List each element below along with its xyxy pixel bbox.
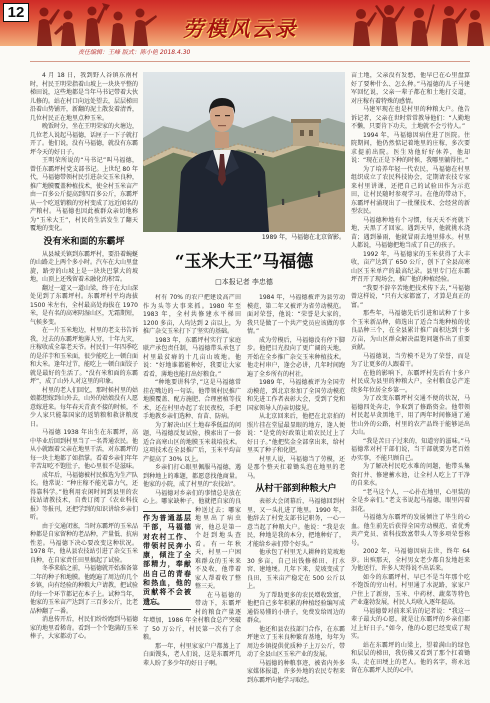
article-paragraph: 从县城关镇到东霸坪村，要沿着蜿蜒的山路走上两个多小时。汽车在大山里盘旋，路旁的山坡上是一块块巴掌大的坡地，山顶上还残留着未融化的积雪。 [30,250,138,283]
page-number: 12 [3,3,29,22]
article-paragraph: 为了改变东霸坪村交通不便的状况，马福德四处奔走，争取到了修路资金。他带领村民起早贪黑地干，用了两年时间修通了通往山外的公路，村里的农产品终于能够运出大山。 [351,395,470,436]
article-paragraph: 由于交通闭塞，当时东霸坪的玉米品种都是自家留种的老品种，产量低、抗病性差。马福德下决心要改变这种状况。1978 年，他从县农技站引进了杂交玉米良种，在自家责任田里搞起了试验。 [30,522,138,564]
article-paragraph: 成为劳模后，马福德没有停下脚步。他把目光投向了更广阔的天地，开始在全乡推广杂交玉米种植技术。他走村串户，逢会必讲，几年时间跑遍了全乡所有的村社。 [247,336,345,378]
article-column-3 [247,294,345,700]
article-paragraph: 马福德对乡亲们的事情总是放在心上。哪家缺种子，他就把自家的良种送过去；哪家地里出了病虫害，他总是第一个赶到地头查看。有一年秋天，村里一户困难群众的玉米来不及收，他带着家人帮着收了整整三天。 [143,489,241,590]
article-paragraph: 在马福德的带动下，东霸坪村的粮食产量逐年增加，1986 年全村粮食总产突破了 50 万公斤，村民第一次有了余粮。 [143,591,241,641]
subheading: 从村干部到种粮大户 [255,484,337,494]
article-paragraph: “我要不辞辛苦地把技术传下去，”马福德曾这样说，“只有大家都富了，才算是真正的富。” [351,284,470,309]
article-paragraph: 1983 年，东霸坪村实行了家庭联产承包责任制，马福德带头承包了村里最贫瘠的十几亩山坡地。他说：“好地谁都能种好，我要让大家看看，薄地也能打出好粮食。” [143,336,241,378]
article-paragraph: 马福德种地有个习惯，每天天不亮就下地，天黑了才回家。遇到天旱，他就挑水浇苗；遇到暴雨，他就冒雨去地里排水。村里人都说，马福德把地当成了自己的孩子。 [351,216,470,249]
article-paragraph: 成年后，马福德被村民推选为生产队长。他常说：“种庄稼不能光靠力气，还得靠科学。”他利用农闲时间到县里的农技站请教技术，自费订阅了《农业科技报》等报刊，还把学到的知识讲给乡亲们听。 [30,471,138,521]
article-paragraph: 2002 年，马福德因病去世，终年 64 岁。出殡那天，全村男女老少都自发地赶来为他送行，许多人哭得说不出话来。 [351,548,470,572]
photo-caption: 1989 年，马福德在北京留影。 [261,234,345,241]
article-paragraph: 晚饭时分，坐在王明荣家的火塘边，几位老人说起马福德，话匣子一下子就打开了。他们说，没有马福德，就没有东霸坪今天的好日子。 [30,123,138,156]
article-paragraph: 为了解决村民吃水难的问题，他带头集资打井、修建蓄水池，让全村人吃上了干净的自来水。 [351,463,470,487]
headline: “玉米大王”马福德 [174,252,314,272]
byline: □本报记者 李忠德 [215,278,273,286]
article-paragraph: 为了解决山区土地春季低温的问题，马福德反复试验，摸索出了一套适合高寒山区的地膜玉米栽培技术。这项技术在全县推广后，玉米平均亩产提高了 30% 以上。 [143,421,241,463]
article-paragraph: 那些年，马福德先后引进和试种了十多个玉米新品种，筛选出了适合当地种植的优良品种三个，在全县累计推广面积达到十多万亩，为山区群众解决温饱问题作出了重要贡献。 [351,310,470,351]
article-paragraph: 马福德说，当劳模不是为了荣誉，而是为了让更多的人跟着干。 [351,352,470,368]
article-paragraph: 为了培养年轻一代农民，马福德在村里组织成立了农民科技协会，定期请农技专家来村里讲课，还把自己的试验田作为示范田，让村民随时参观学习。在他的带动下，东霸坪村涌现出了一批懂技术、会经营的新型农民。 [351,165,470,215]
editor-credits: 责任编辑：王峰 版式：陈小艳 2018.4.30 [78,49,191,56]
article-paragraph: 1994 年，马福德因病住进了医院。住院期间，他仍然惦记着地里的庄稼，多次要求提前出院。医生劝他好好休养，他却说：“现在正是下种的时候，我哪里躺得住。” [351,131,470,164]
article-paragraph: 在一片玉米地边，村里的老支书告诉我，过去的东霸坪地薄人穷，十年九灾，庄稼收成全靠老天爷。村民们一年四季吃的是洋芋和玉米面，很少能吃上一顿白面和大米。逢年过节，能吃上一顿白面饺子就是最好的生活了。“没有米和面的东霸坪”，成了山外人对这里的印象。 [30,327,138,385]
article-paragraph: 村有 70% 的农户把建设高产田作为头等大事来抓。1980 年至 1983 年，全村共修建水平梯田 1200 多亩，人均达到 2 亩以上，为推广杂交玉米打下了坚实的基础。 [143,294,241,335]
article-paragraph: 消息传开后，村民们纷纷跑到马福德家的地里看稀奇。看到一个个饱满的玉米棒子，大家都动了心。 [30,616,138,640]
article-paragraph: 如今的东霸坪村，早已不是当年那个吃不饱饭的穷山村。村里通了水泥路，家家户户住上了新房，玉米、中药材、蔬菜等特色产业蓬勃发展，村民人均收入逐年提高。 [351,573,470,606]
article-paragraph: 从北京回来后，他把在北京拍的照片挂在堂屋最显眼的地方，逢人便说：“是党的好政策让咱农民过上了好日子。”他把奖金全部拿出来，给村里买了种子和化肥。 [247,413,345,454]
article-paragraph: 1984 年，马福德被评为县劳动模范，第二年又被评为省劳动模范。面对荣誉，他说：“荣誉是大家的，我只是做了一个共产党员应该做的事情。” [247,294,345,335]
article-paragraph: 1992 年，马福德家的玉米获得了大丰收，亩产达到了 650 公斤，创下了全县高寒山区玉米单产的最高纪录。县里专门在东霸坪召开了现场会，推广他的种植经验。 [351,250,470,283]
watchtower [293,122,319,146]
worker-silhouettes-right-icon [345,2,487,46]
article-paragraph: 在他的影响下，东霸坪村先后有十多户村民成为县里的种粮大户，全村粮食总产连续多年位居全乡第一。 [351,369,470,394]
section-title: 劳模风云录 [182,16,298,41]
article-paragraph: 表彰大会闭幕后，马福德回到村里，又一头扎进了地里。1990 年，他辞去了村党支部书记职务，一心一意当起了种粮大户。他说：“我是农民，种地是我的本分，把地种好了，才能给乡亲们带个好头。” [247,498,345,548]
article-paragraph: 马福德的种粮事迹，被省内外多家媒体报道，许多外地的农民专程来到东霸坪向他学习取经。 [247,659,345,684]
article-paragraph: 马福德曾对前来采访的记者说：“我这一辈子最大的心愿，就是让东霸坪的乡亲们都过上好日子。”如今，他的心愿已经变成了现实。 [351,607,470,640]
article-paragraph: 乡亲们打心眼里佩服马福德，遇到种地上的难题，都愿意找他商量。他家的小院，成了村里的“农技站”。 [143,464,241,488]
article-paragraph: 马福德 1938 年出生在东霸坪，高中毕业后回到村里当了一名普通农民。他从小就跟着父亲在地里干活，对东霸坪的每一块土地都了如指掌。看着乡亲们年年辛苦却吃不饱肚子，他心里很不是滋味。 [30,429,138,470]
article-paragraph: 亩土地，父亲没有发愁，他早已在心里盘算好了要种什么、怎么种。”马福德的儿子马建军回忆说，父亲一辈子都在和土地打交道，对庄稼有着特殊的感情。 [351,72,470,105]
article-column-2 [143,294,241,700]
article-paragraph: “我是苦日子过来的，知道穷的滋味。”马福德常对村干部们说，当干部就要为老百姓办实事，不能只顾自己。 [351,437,470,462]
worker-silhouettes-left-icon [32,3,160,46]
article-paragraph: 王明荣所说的“马书记”叫马福德，曾任东霸坪村党支部书记。上世纪 80 年代，马福德带领村民引进杂交玉米良种，推广地膜覆盖种植技术，使全村玉米亩产由一百多公斤提高到四百多公斤，东霸坪从一个吃返销粮的穷村变成了远近闻名的产粮村。马福德也因此被群众亲切地称为“玉米大王”，村民的生活发生了翻天覆地的变化。 [30,157,138,232]
article-paragraph: 村里人说，马福德当了劳模，还是那个整天扛着锄头泡在地里的老马。 [247,455,345,480]
portrait-photo [143,72,345,232]
article-paragraph: 4 月 18 日，我到野人谷镇东南村时，村民王明荣指着山坡上一块块平整的梯田说，这些地都是当年马书记带着大伙儿修的。站在村口向远处望去，层层梯田沿着山势铺开，新翻的泥土散发着清香，几位村民正在地里点种玉米。 [30,72,138,122]
article-paragraph: 冬季来临之前，马福德就开始准备第二年的种子和地膜。他跑遍了周边的几个乡镇，向有经验的种粮大户请教，把试验的每一个环节都记在本子上。试种当年，他家的玉米亩产达到了三百多公斤，比老品种翻了一番。 [30,565,138,615]
article-paragraph: 他还和县农技部门合作，在东霸坪建立了玉米良种繁育基地，每年为周边乡镇提供优质种子上万公斤，带动了全县山区玉米产业的发展。 [247,625,345,658]
article-paragraph: 那一年，村里家家户户都蒸上了白面馒头，老人们说，这是东霸坪几辈人盼了多少年的好日子啊。 [143,642,241,667]
page-banner [0,0,490,46]
article-paragraph: 为了帮助更多的农民增收致富，他把自己多年积累的种植经验编写成通俗易懂的小册子，免费发给周边的群众。 [247,591,345,624]
article-column-1 [30,72,138,700]
header-divider [30,61,470,62]
article-paragraph: 村里的老人们回忆，那时候村里的姑娘都想嫁到山外去，山外的姑娘没有人愿意嫁进来。每年春天青黄不接的时候，不少人家只能靠国家的返销粮和救济粮度日。 [30,386,138,428]
article-column-4 [351,72,470,700]
article-paragraph: “老马这个人，一心扑在地里，心里装的全是乡亲们。”老支书说起马福德，眼里闪着泪花。 [351,488,470,513]
subheading: 没有米和面的东霸坪 [43,236,125,247]
article-paragraph: “种地要讲科学，”这是马福德常挂在嘴边的一句话。他带领村民推广地膜覆盖、配方施肥、合理密植等技术，还在村里办起了农民夜校，手把手地教乡亲们选种、育苗、防病。 [143,379,241,420]
article-paragraph: 马建军现在也是村里的种粮大户。他告诉记者，父亲在世时常常教导他们：“人勤地不懒，只要肯下功夫，土地就不会亏待人。” [351,106,470,130]
article-paragraph: 马福德为东霸坪的发展倾注了毕生的心血。他生前先后获得全国劳动模范、省优秀共产党员、省科技致富带头人等多项荣誉称号。 [351,514,470,547]
pullquote: 作为普通基层干部，马福德对农村工作、带领村民奔小康，倾注了全部精力，奉献出自己的青春和热血，他的贡献将不会被遗忘。 [143,511,191,610]
article-paragraph: 1989 年，马福德被评为全国劳动模范，到北京参加了全国劳动模范和先进工作者表彰大会，受到了党和国家领导人的亲切接见。 [247,379,345,412]
article-paragraph: 站在东霸坪的山梁上，望着满山的绿色和层层的梯田，我仿佛又看到了那个扛着锄头、走在田埂上的老人。他的名字，将永远留在东霸坪人民的心中。 [351,641,470,674]
article-paragraph: 翻过一道又一道山梁，终于在大山深处见到了东霸坪村。东霸坪村平均海拔 1500 米左右，全村最高处海拔在 1970 米，是有名的高寒阴湿山区，无霜期短，气候多变。 [30,284,138,326]
article-paragraph: 他承包了村里无人耕种的荒坡地 30 多亩，自己出钱修梯田、打水窖、建地埂。几年下来，荒坡变成了良田，玉米亩产稳定在 500 公斤以上。 [247,549,345,590]
